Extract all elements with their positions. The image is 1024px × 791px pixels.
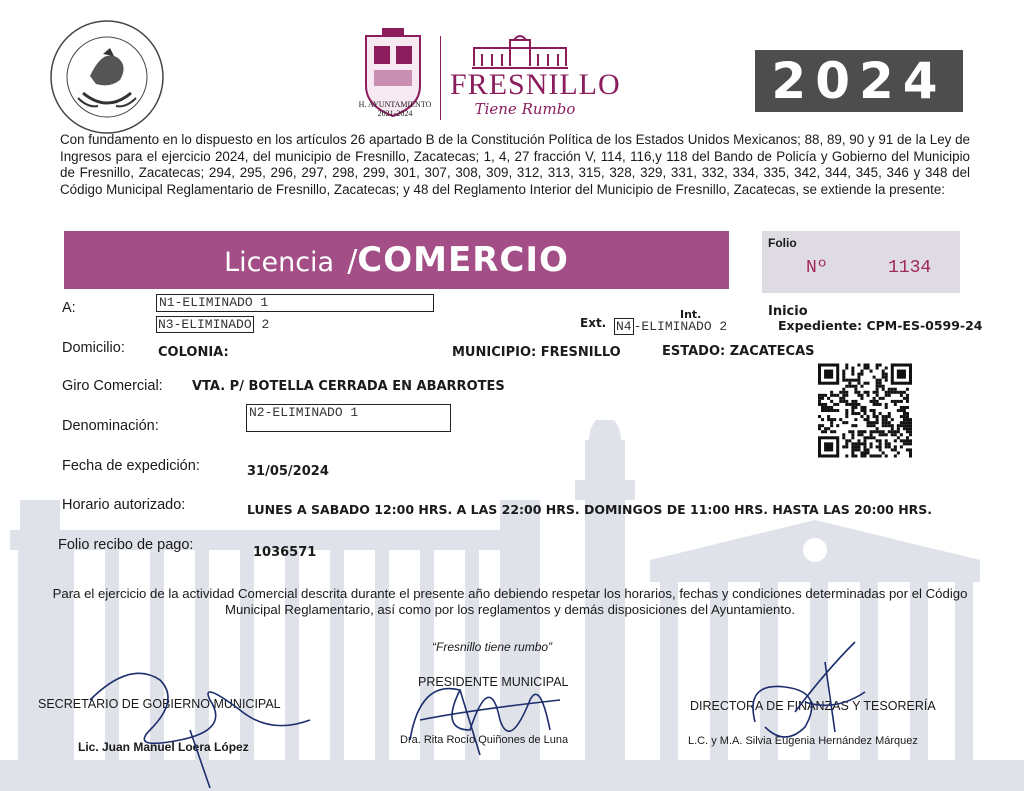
state-value: ESTADO: ZACATECAS xyxy=(662,344,815,359)
business-name-label: Denominación: xyxy=(62,418,159,434)
fresnillo-castle-logo-icon xyxy=(470,30,570,70)
domicile-label: Domicilio: xyxy=(62,340,125,356)
folio-number-symbol: Nº xyxy=(806,258,828,278)
issue-date-value: 31/05/2024 xyxy=(247,464,329,479)
recipient-label: A: xyxy=(62,300,76,316)
municipality-tagline: Tiene Rumbo xyxy=(474,100,576,118)
exterior-number-label: Ext. xyxy=(580,316,607,330)
legal-preamble: Con fundamento en lo dispuesto en los artículos 26 apartado B de la Constitución Política de los Estados Unidos Mexicanos; 88, 89, 90 y 91 de la Ley de Ingresos para el ejercicio 2024, del municipio de Fresnillo, Zacatecas; 1, 4, 27 fracción V, 114, 116,y 118 del Bando de Policía y Gobierno del Municipio de Fresnillo, Zacatecas; 294, 295, 296, 297, 298, 299, 301, 307, 308, 309, 312, 313, 315, 328, 329, 331, 332, 334, 335, 342, 344, 345, 346 y 348 del Código Municipal Reglamentario de Fresnillo, Zacatecas; y 48 del Reglamento Interior del Municipio de Fresnillo, Zacatecas, se extiende la presente: xyxy=(60,132,970,197)
council-caption xyxy=(350,100,440,118)
business-activity-value: VTA. P/ BOTELLA CERRADA EN ABARROTES xyxy=(192,379,505,394)
national-seal-icon xyxy=(48,18,166,136)
payment-receipt-value: 1036571 xyxy=(253,545,317,560)
exterior-number-box: N4 xyxy=(616,319,632,334)
signature-mark-secretary xyxy=(70,640,330,790)
neighborhood-value: COLONIA: xyxy=(158,345,229,360)
recipient-redacted: N1-ELIMINADO 1 xyxy=(156,294,434,312)
signature-name-treasurer: L.C. y M.A. Silvia Eugenia Hernández Márquez xyxy=(688,735,918,747)
signature-title-president: PRESIDENTE MUNICIPAL xyxy=(418,675,569,689)
exterior-number-rest: -ELIMINADO 2 xyxy=(633,319,728,334)
closing-conditions-text: Para el ejercicio de la actividad Comercial descrita durante el presente año debiendo respetar los horarios, fechas y condiciones determinadas por el Código Municipal Reglamentario, así como por los reglamentos y demás disposiciones del Ayuntamiento. xyxy=(52,586,968,617)
business-name-redacted: N2-ELIMINADO 1 xyxy=(246,404,451,432)
address-redacted xyxy=(156,317,269,333)
municipality-value: MUNICIPIO: FRESNILLO xyxy=(452,345,621,360)
address-redacted-suffix: 2 xyxy=(261,317,270,332)
municipality-name: FRESNILLO xyxy=(450,68,621,101)
interior-number-label: Int. xyxy=(680,308,702,321)
address-redacted-box: N3-ELIMINADO xyxy=(158,317,252,332)
signature-name-president: Dra. Rita Rocío Quiñones de Luna xyxy=(400,734,569,746)
issue-date-label: Fecha de expedición: xyxy=(62,458,200,474)
folio-number: 1134 xyxy=(888,258,932,278)
license-type: COMERCIO xyxy=(357,240,569,280)
signature-mark-treasurer xyxy=(735,632,875,752)
signature-title-secretary: SECRETARIO DE GOBIERNO MUNICIPAL xyxy=(38,697,281,711)
folio-label: Folio xyxy=(768,236,797,250)
license-type-banner xyxy=(64,231,729,289)
authorized-hours-label: Horario autorizado: xyxy=(62,497,186,513)
signature-name-secretary: Lic. Juan Manuel Loera López xyxy=(78,740,249,754)
qr-code-icon xyxy=(818,362,912,459)
signature-title-treasurer: DIRECTORA DE FINANZAS Y TESORERÍA xyxy=(690,699,936,713)
council-caption-line2: 2021-2024 xyxy=(377,109,413,118)
year-badge: 2024 xyxy=(755,50,963,112)
business-activity-label: Giro Comercial: xyxy=(62,378,163,394)
signature-mark-president xyxy=(400,660,580,760)
case-file-number: Expediente: CPM-ES-0599-24 xyxy=(778,318,983,333)
authorized-hours-value: LUNES A SABADO 12:00 HRS. A LAS 22:00 HRS. DOMINGOS DE 11:00 HRS. HASTA LAS 20:00 HRS. xyxy=(247,502,933,517)
header-divider xyxy=(440,36,441,120)
payment-receipt-label: Folio recibo de pago: xyxy=(58,537,194,553)
start-label: Inicio xyxy=(768,304,808,319)
motto: “Fresnillo tiene rumbo” xyxy=(432,640,553,654)
exterior-number-redacted xyxy=(614,319,727,335)
license-slash: / xyxy=(347,244,358,279)
council-caption-line1: H. AYUNTAMIENTO xyxy=(358,100,432,109)
license-word: Licencia xyxy=(224,247,335,278)
